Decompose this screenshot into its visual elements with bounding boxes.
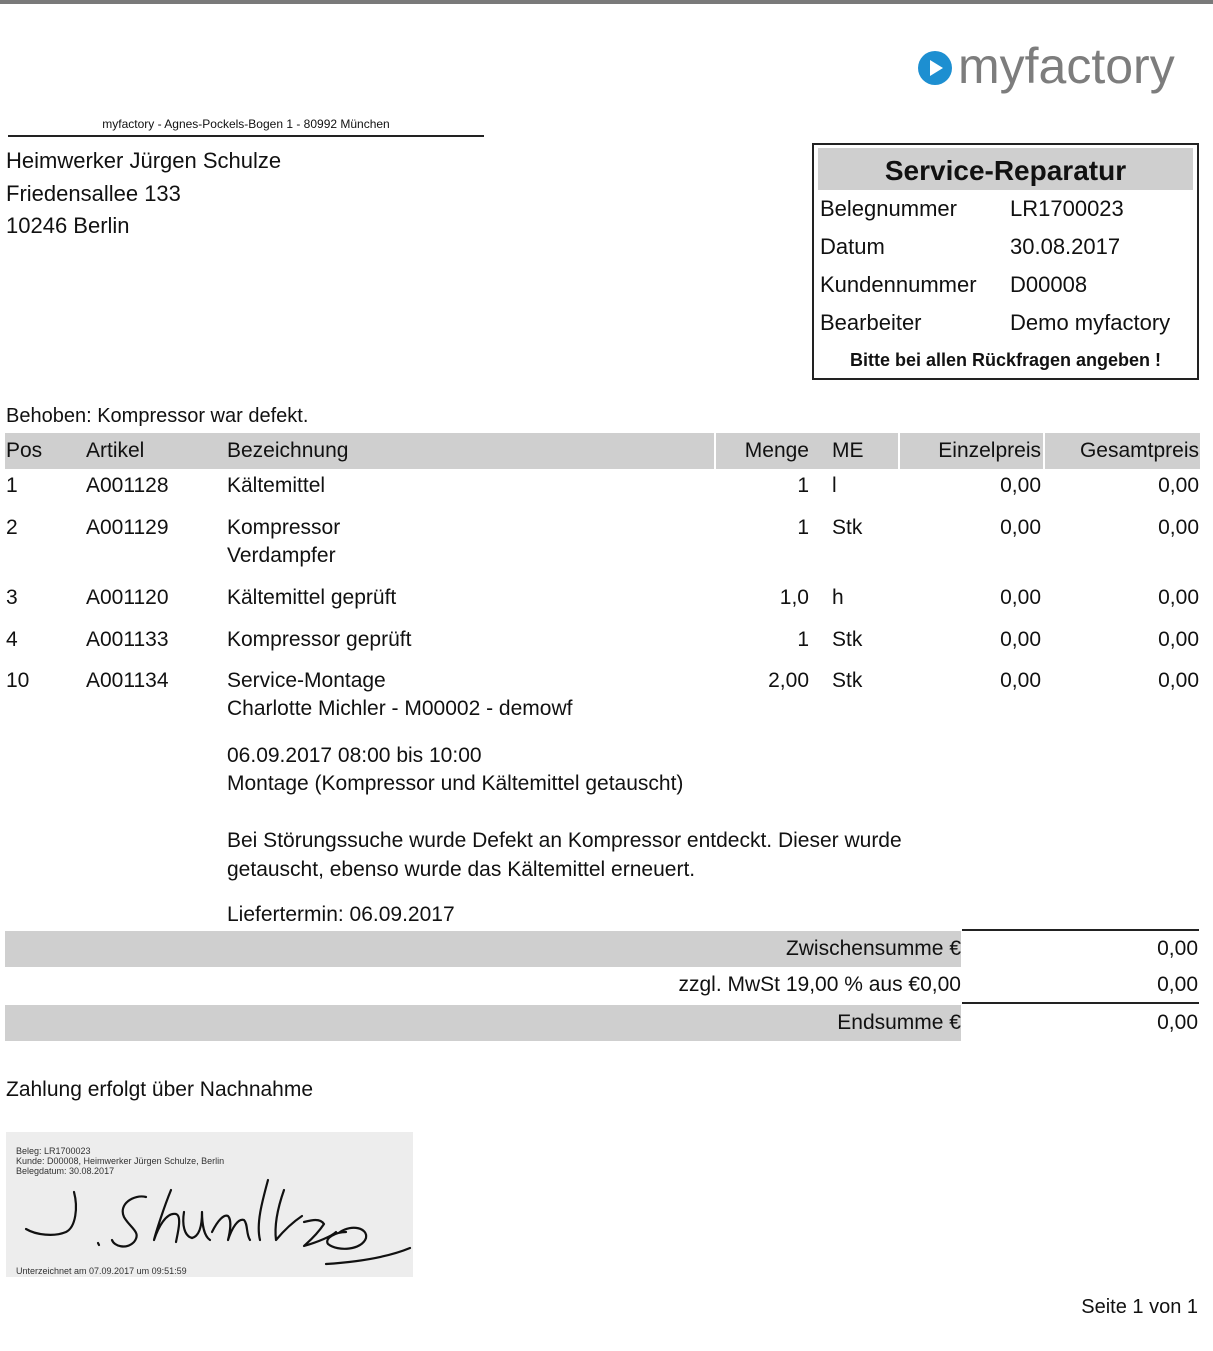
info-value: Demo myfactory (1010, 310, 1171, 335)
cell-me: l (832, 474, 837, 497)
info-label: Datum (820, 234, 885, 259)
recipient-address (6, 145, 281, 243)
header-menge: Menge (744, 439, 809, 462)
recipient-city: 10246 Berlin (6, 213, 130, 238)
cell-einzelpreis: 0,00 (1000, 628, 1041, 651)
signature-meta-line: Beleg: LR1700023 (16, 1146, 91, 1156)
document-title: Service-Reparatur (818, 148, 1193, 190)
cell-einzelpreis: 0,00 (1000, 516, 1041, 539)
cell-bezeichnung: Kältemittel (227, 474, 326, 497)
header-bezeichnung: Bezeichnung (227, 439, 349, 462)
total-value: 0,00 (1157, 1011, 1198, 1034)
cell-einzelpreis: 0,00 (1000, 669, 1041, 692)
tax-value: 0,00 (1157, 973, 1198, 996)
cell-menge: 1 (797, 628, 809, 651)
header-separator (714, 433, 716, 469)
signature-meta-line: Kunde: D00008, Heimwerker Jürgen Schulze, Berlin (16, 1156, 225, 1166)
cell-extra-text: Verdampfer (227, 544, 336, 567)
signature-timestamp: Unterzeichnet am 07.09.2017 um 09:51:59 (16, 1266, 187, 1276)
info-label: Bearbeiter (820, 310, 922, 335)
info-row-belegnummer (818, 190, 1193, 228)
cell-gesamtpreis: 0,00 (1158, 628, 1199, 651)
signature-meta-line: Belegdatum: 30.08.2017 (16, 1166, 115, 1176)
cell-bezeichnung: Service-Montage (227, 669, 386, 692)
cell-pos: 3 (6, 586, 18, 609)
header-einzelpreis: Einzelpreis (938, 439, 1041, 462)
info-value: 30.08.2017 (1010, 234, 1121, 259)
cell-gesamtpreis: 0,00 (1158, 474, 1199, 497)
info-row-datum (818, 228, 1193, 266)
cell-bezeichnung: Kompressor geprüft (227, 628, 412, 651)
recipient-street: Friedensallee 133 (6, 180, 181, 206)
signature-box (6, 1132, 413, 1277)
cell-menge: 1,0 (779, 586, 809, 609)
info-value: LR1700023 (1010, 196, 1124, 221)
handwritten-signature (6, 1132, 413, 1277)
document-info-box (812, 143, 1199, 380)
sender-line: myfactory - Agnes-Pockels-Bogen 1 - 80992 München (8, 117, 484, 137)
top-border (0, 0, 1213, 4)
remark: Behoben: Kompressor war defekt. (6, 405, 309, 427)
cell-pos: 2 (6, 516, 18, 539)
header-artikel: Artikel (86, 439, 145, 462)
cell-bezeichnung: Kompressor (227, 516, 341, 539)
cell-menge: 1 (797, 474, 809, 497)
cell-me: h (832, 586, 844, 609)
cell-gesamtpreis: 0,00 (1158, 516, 1199, 539)
cell-menge: 2,00 (768, 669, 809, 692)
cell-artikel: A001133 (86, 628, 169, 651)
appointment-text: 06.09.2017 08:00 bis 10:00 (227, 744, 482, 767)
task-text: Montage (Kompressor und Kältemittel getauscht) (227, 772, 684, 795)
play-icon (918, 51, 952, 85)
cell-artikel: A001134 (86, 669, 169, 692)
cell-pos: 10 (6, 669, 30, 692)
header-me: ME (832, 439, 864, 462)
description-line-1: Bei Störungssuche wurde Defekt an Kompressor entdeckt. Dieser wurde (227, 829, 902, 852)
tax-label: zzgl. MwSt 19,00 % aus €0,00 (678, 973, 961, 996)
cell-einzelpreis: 0,00 (1000, 586, 1041, 609)
cell-pos: 4 (6, 628, 18, 651)
info-row-kundennummer (818, 266, 1193, 304)
totals-rule (962, 1002, 1199, 1004)
page-number: Seite 1 von 1 (1081, 1296, 1198, 1318)
payment-note: Zahlung erfolgt über Nachnahme (6, 1078, 314, 1101)
total-label: Endsumme € (5, 1005, 961, 1041)
info-label: Belegnummer (820, 196, 957, 221)
cell-gesamtpreis: 0,00 (1158, 586, 1199, 609)
header-gesamtpreis: Gesamtpreis (1079, 439, 1199, 462)
company-logo (918, 36, 1175, 96)
cell-artikel: A001120 (86, 586, 169, 609)
header-pos: Pos (6, 439, 43, 462)
cell-me: Stk (832, 669, 863, 692)
cell-extra-text: Charlotte Michler - M00002 - demowf (227, 697, 573, 720)
subtotal-label: Zwischensumme € (5, 931, 961, 967)
cell-menge: 1 (797, 516, 809, 539)
cell-gesamtpreis: 0,00 (1158, 669, 1199, 692)
cell-artikel: A001128 (86, 474, 169, 497)
cell-bezeichnung: Kältemittel geprüft (227, 586, 397, 609)
cell-pos: 1 (6, 474, 18, 497)
info-value: D00008 (1010, 272, 1088, 297)
cell-einzelpreis: 0,00 (1000, 474, 1041, 497)
table-header (5, 433, 1200, 469)
info-label: Kundennummer (820, 272, 977, 297)
description-line-2: getauscht, ebenso wurde das Kältemittel erneuert. (227, 858, 696, 881)
delivery-date: Liefertermin: 06.09.2017 (227, 903, 455, 926)
cell-artikel: A001129 (86, 516, 169, 539)
cell-me: Stk (832, 628, 863, 651)
cell-me: Stk (832, 516, 863, 539)
subtotal-value: 0,00 (1157, 937, 1198, 960)
header-separator (898, 433, 900, 469)
recipient-name: Heimwerker Jürgen Schulze (6, 148, 282, 173)
info-row-bearbeiter (818, 304, 1193, 342)
logo-text: myfactory (958, 38, 1175, 94)
info-note: Bitte bei allen Rückfragen angeben ! (849, 350, 1162, 370)
